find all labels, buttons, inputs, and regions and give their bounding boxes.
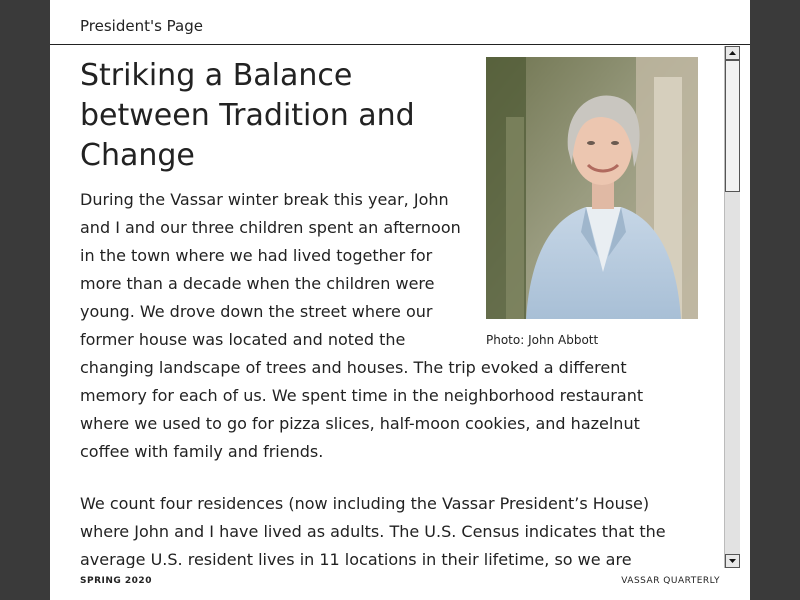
scroll-thumb[interactable] bbox=[725, 60, 740, 192]
vertical-scrollbar[interactable] bbox=[724, 46, 740, 568]
document-page bbox=[50, 0, 750, 600]
triangle-down-icon bbox=[726, 555, 739, 567]
photo-block bbox=[486, 57, 698, 347]
page-footer bbox=[50, 568, 750, 600]
article-viewport[interactable] bbox=[50, 46, 722, 568]
triangle-up-icon bbox=[726, 47, 739, 59]
scroll-down-button[interactable] bbox=[725, 554, 740, 568]
publication-label: VASSAR QUARTERLY bbox=[621, 576, 720, 586]
photo-caption: Photo: John Abbott bbox=[486, 333, 599, 347]
article-paragraph-2: We count four residences (now including the Vassar President’s House) where John and I have lived as adults. The U.S. Census indicates that the average U.S. resident lives in 11 locations in their lifetime, so we are bbox=[80, 494, 666, 568]
article-paragraph-1: During the Vassar winter break this year, John and I and our three children spent an afternoon in the town where we had lived together for more than a decade when the children were young. We drove down the street where our former house was located and noted the changing landscape of trees and houses. The trip evoked a different memory for each of us. We spent time in the neighborhood restaurant where we used to go for pizza slices, half-moon cookies, and hazelnut coffee with family and friends. bbox=[80, 190, 644, 461]
portrait-photo bbox=[486, 57, 698, 319]
issue-label: SPRING 2020 bbox=[80, 576, 152, 586]
article-title: Striking a Balance between Tradition and Change bbox=[80, 58, 415, 173]
article bbox=[80, 56, 680, 568]
scroll-up-button[interactable] bbox=[725, 46, 740, 60]
section-title: President's Page bbox=[80, 17, 203, 35]
page-header bbox=[50, 0, 750, 45]
